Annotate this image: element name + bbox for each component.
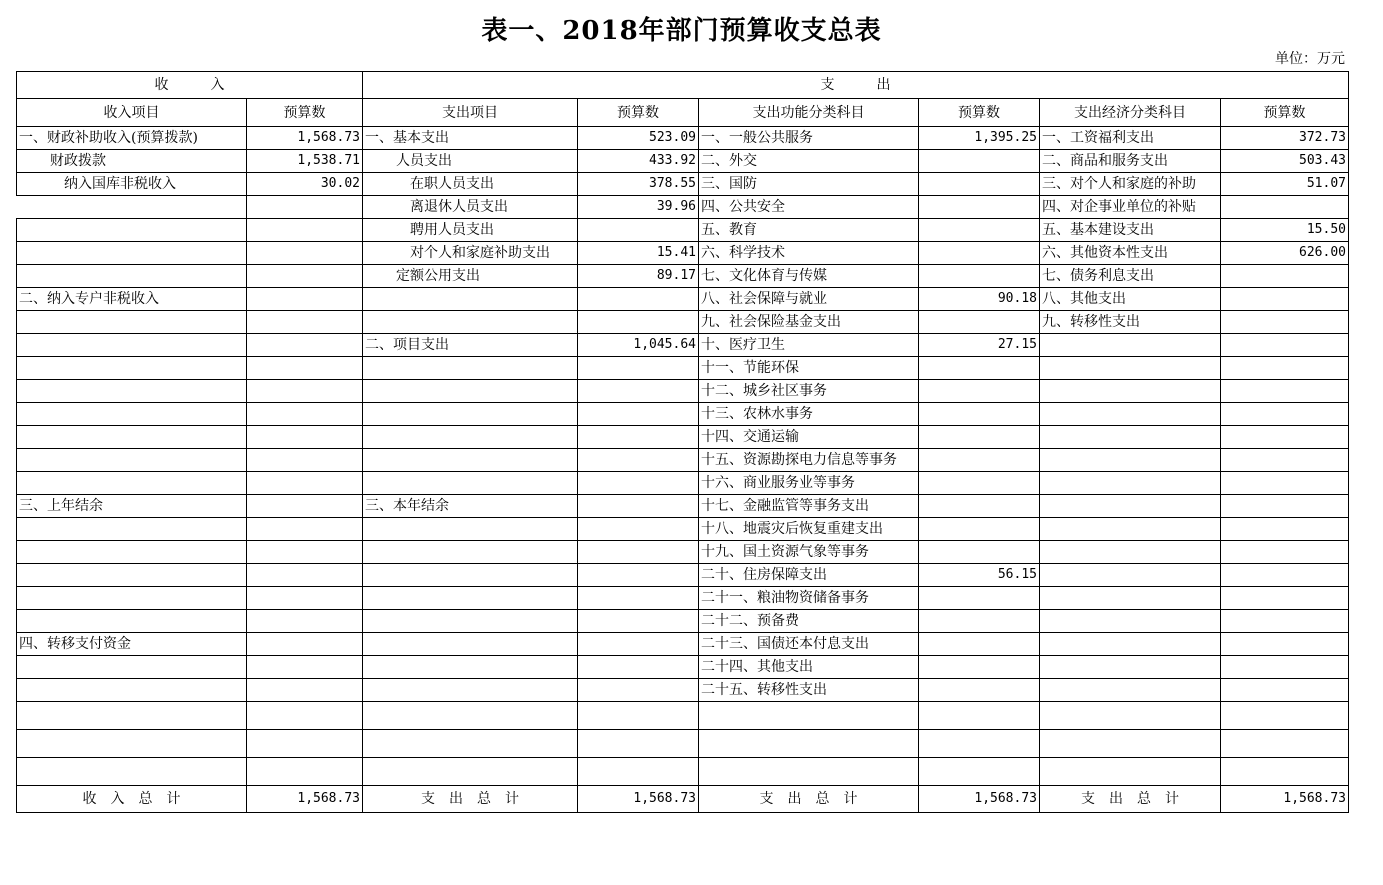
table-row [17,730,1349,758]
economic-amount [1221,449,1349,472]
expense-item [363,403,578,426]
expense-amount [578,633,699,656]
function-item: 六、科学技术 [699,242,919,265]
function-item [699,702,919,730]
function-item [699,758,919,786]
expense-item [363,758,578,786]
expense-item [363,656,578,679]
function-item: 二、外交 [699,150,919,173]
table-row [17,656,1349,679]
expense-amount [578,758,699,786]
table-row [17,219,1349,242]
function-item: 十二、城乡社区事务 [699,380,919,403]
table-row [17,587,1349,610]
expense-item: 二、项目支出 [363,334,578,357]
function-amount [919,758,1040,786]
income-amount [247,449,363,472]
function-item: 八、社会保障与就业 [699,288,919,311]
table-row [17,541,1349,564]
income-item [17,730,247,758]
income-amount [247,219,363,242]
income-amount [247,472,363,495]
income-amount [247,196,363,219]
function-item: 二十一、粮油物资储备事务 [699,587,919,610]
economic-item [1040,564,1221,587]
expense-amount: 39.96 [578,196,699,219]
function-amount [919,219,1040,242]
income-amount [247,334,363,357]
budget-table [16,71,1349,813]
economic-item [1040,656,1221,679]
header-row-2 [17,99,1349,127]
function-item: 四、公共安全 [699,196,919,219]
income-amount [247,587,363,610]
table-row [17,127,1349,150]
expense-amount: 433.92 [578,150,699,173]
economic-item [1040,758,1221,786]
table-row [17,196,1349,219]
expense-item [363,610,578,633]
table-row [17,564,1349,587]
function-item: 三、国防 [699,173,919,196]
function-item: 十八、地震灾后恢复重建支出 [699,518,919,541]
expense-amount: 1,045.64 [578,334,699,357]
expense-amount [578,449,699,472]
economic-item [1040,380,1221,403]
income-amount [247,288,363,311]
income-amount [247,242,363,265]
expense-item [363,518,578,541]
expense-amount [578,311,699,334]
table-row [17,449,1349,472]
expense-total-value: 1,568.73 [578,786,699,813]
economic-amount [1221,196,1349,219]
economic-item [1040,730,1221,758]
income-amount [247,633,363,656]
economic-item: 七、债务利息支出 [1040,265,1221,288]
function-amount [919,380,1040,403]
economic-item: 三、对个人和家庭的补助 [1040,173,1221,196]
function-amount [919,472,1040,495]
income-amount: 1,568.73 [247,127,363,150]
economic-item [1040,587,1221,610]
expense-amount [578,730,699,758]
economic-item: 八、其他支出 [1040,288,1221,311]
economic-amount [1221,403,1349,426]
economic-amount: 626.00 [1221,242,1349,265]
income-item: 一、财政补助收入(预算拨款) [17,127,247,150]
function-amount: 1,395.25 [919,127,1040,150]
expense-item [363,564,578,587]
col-header: 支出项目 [363,99,578,127]
economic-amount [1221,426,1349,449]
function-item: 十三、农林水事务 [699,403,919,426]
income-total-value: 1,568.73 [247,786,363,813]
economic-amount [1221,656,1349,679]
economic-amount [1221,679,1349,702]
function-amount: 56.15 [919,564,1040,587]
table-row [17,403,1349,426]
function-total-value: 1,568.73 [919,786,1040,813]
economic-amount [1221,265,1349,288]
expense-item [363,633,578,656]
income-item [17,564,247,587]
function-amount: 90.18 [919,288,1040,311]
expense-header: 支 出 [363,72,1349,99]
expense-item: 在职人员支出 [363,173,578,196]
function-item [699,730,919,758]
function-amount [919,518,1040,541]
economic-item [1040,518,1221,541]
totals-row [17,786,1349,813]
income-amount [247,564,363,587]
income-item [17,242,247,265]
expense-amount [578,656,699,679]
income-amount [247,758,363,786]
income-item [17,679,247,702]
table-row [17,242,1349,265]
function-amount [919,196,1040,219]
income-item: 三、上年结余 [17,495,247,518]
table-row [17,610,1349,633]
income-item [17,518,247,541]
economic-amount [1221,610,1349,633]
economic-item: 九、转移性支出 [1040,311,1221,334]
expense-item: 人员支出 [363,150,578,173]
economic-amount [1221,357,1349,380]
economic-amount [1221,587,1349,610]
table-row [17,518,1349,541]
income-amount: 30.02 [247,173,363,196]
income-item [17,587,247,610]
function-item: 十一、节能环保 [699,357,919,380]
economic-amount [1221,758,1349,786]
expense-item: 定额公用支出 [363,265,578,288]
function-item: 二十、住房保障支出 [699,564,919,587]
income-item [17,219,247,242]
table-row [17,472,1349,495]
economic-amount [1221,334,1349,357]
function-amount [919,265,1040,288]
income-amount [247,265,363,288]
economic-item [1040,679,1221,702]
function-amount [919,656,1040,679]
income-item [17,357,247,380]
expense-item [363,380,578,403]
economic-amount: 372.73 [1221,127,1349,150]
expense-item [363,472,578,495]
table-row [17,334,1349,357]
col-header: 预算数 [578,99,699,127]
expense-amount [578,403,699,426]
income-item [17,758,247,786]
col-header: 支出功能分类科目 [699,99,919,127]
income-item: 二、纳入专户非税收入 [17,288,247,311]
function-item: 二十五、转移性支出 [699,679,919,702]
income-amount [247,518,363,541]
table-row [17,758,1349,786]
function-amount [919,449,1040,472]
income-total-label: 收 入 总 计 [17,786,247,813]
expense-amount [578,380,699,403]
economic-item [1040,426,1221,449]
function-amount [919,587,1040,610]
function-item: 二十四、其他支出 [699,656,919,679]
function-item: 十四、交通运输 [699,426,919,449]
function-item: 十九、国土资源气象等事务 [699,541,919,564]
function-item: 十、医疗卫生 [699,334,919,357]
income-amount: 1,538.71 [247,150,363,173]
function-item: 五、教育 [699,219,919,242]
economic-amount [1221,518,1349,541]
function-item: 十六、商业服务业等事务 [699,472,919,495]
expense-total-label: 支 出 总 计 [363,786,578,813]
expense-item [363,288,578,311]
income-item [17,334,247,357]
col-header: 预算数 [247,99,363,127]
economic-amount [1221,633,1349,656]
expense-amount [578,564,699,587]
table-row [17,265,1349,288]
expense-item [363,679,578,702]
income-amount [247,541,363,564]
economic-total-value: 1,568.73 [1221,786,1349,813]
income-amount [247,380,363,403]
economic-amount [1221,380,1349,403]
table-row [17,679,1349,702]
economic-item [1040,633,1221,656]
income-amount [247,679,363,702]
function-amount [919,679,1040,702]
economic-item: 一、工资福利支出 [1040,127,1221,150]
economic-item: 四、对企事业单位的补贴 [1040,196,1221,219]
expense-amount: 15.41 [578,242,699,265]
expense-item: 对个人和家庭补助支出 [363,242,578,265]
economic-item [1040,610,1221,633]
expense-amount: 378.55 [578,173,699,196]
table-row [17,288,1349,311]
income-item [17,265,247,288]
col-header: 预算数 [919,99,1040,127]
table-row [17,702,1349,730]
table-body [17,127,1349,786]
income-item [17,426,247,449]
expense-amount [578,472,699,495]
page-title: 表一、2018年部门预算收支总表 [481,16,882,46]
function-amount [919,357,1040,380]
function-amount [919,403,1040,426]
income-item: 纳入国库非税收入 [17,173,247,196]
expense-amount [578,426,699,449]
income-amount [247,610,363,633]
income-item: 四、转移支付资金 [17,633,247,656]
economic-amount [1221,541,1349,564]
expense-amount [578,288,699,311]
income-item [17,403,247,426]
economic-item: 五、基本建设支出 [1040,219,1221,242]
economic-item [1040,357,1221,380]
table-row [17,633,1349,656]
function-amount [919,495,1040,518]
header-row-1 [17,72,1349,99]
function-amount [919,150,1040,173]
col-header: 预算数 [1221,99,1349,127]
function-item: 二十三、国债还本付息支出 [699,633,919,656]
function-amount [919,426,1040,449]
income-amount [247,426,363,449]
income-item: 财政拨款 [17,150,247,173]
income-item [17,311,247,334]
function-item: 十五、资源勘探电力信息等事务 [699,449,919,472]
table-row [17,357,1349,380]
table-row [17,495,1349,518]
income-item [17,702,247,730]
economic-item [1040,403,1221,426]
expense-amount [578,357,699,380]
function-amount [919,702,1040,730]
expense-item: 离退休人员支出 [363,196,578,219]
expense-amount: 523.09 [578,127,699,150]
function-item: 九、社会保险基金支出 [699,311,919,334]
expense-amount: 89.17 [578,265,699,288]
economic-total-label: 支 出 总 计 [1040,786,1221,813]
table-row [17,380,1349,403]
function-item: 七、文化体育与传媒 [699,265,919,288]
expense-item [363,426,578,449]
income-header: 收 入 [17,72,363,99]
function-amount [919,730,1040,758]
economic-item [1040,449,1221,472]
economic-amount: 51.07 [1221,173,1349,196]
expense-amount [578,518,699,541]
table-row [17,311,1349,334]
economic-amount [1221,730,1349,758]
economic-item [1040,334,1221,357]
economic-item [1040,472,1221,495]
economic-amount [1221,495,1349,518]
expense-item: 一、基本支出 [363,127,578,150]
expense-amount [578,610,699,633]
function-item: 二十二、预备费 [699,610,919,633]
expense-item [363,702,578,730]
economic-amount [1221,702,1349,730]
income-amount [247,495,363,518]
economic-amount: 15.50 [1221,219,1349,242]
function-amount [919,541,1040,564]
economic-item [1040,702,1221,730]
economic-item [1040,541,1221,564]
expense-amount [578,541,699,564]
economic-amount [1221,564,1349,587]
expense-item: 聘用人员支出 [363,219,578,242]
expense-item: 三、本年结余 [363,495,578,518]
economic-amount [1221,472,1349,495]
income-amount [247,730,363,758]
income-item [17,380,247,403]
function-amount [919,311,1040,334]
expense-amount [578,219,699,242]
function-total-label: 支 出 总 计 [699,786,919,813]
economic-item [1040,495,1221,518]
income-item [17,656,247,679]
table-row [17,150,1349,173]
expense-item [363,357,578,380]
table-row [17,173,1349,196]
expense-amount [578,587,699,610]
economic-amount [1221,288,1349,311]
table-row [17,426,1349,449]
economic-item: 六、其他资本性支出 [1040,242,1221,265]
economic-item: 二、商品和服务支出 [1040,150,1221,173]
income-item [17,610,247,633]
income-item [17,196,247,219]
expense-item [363,541,578,564]
function-amount: 27.15 [919,334,1040,357]
col-header: 支出经济分类科目 [1040,99,1221,127]
income-amount [247,702,363,730]
function-item: 十七、金融监管等事务支出 [699,495,919,518]
function-amount [919,173,1040,196]
expense-item [363,449,578,472]
function-amount [919,633,1040,656]
economic-amount: 503.43 [1221,150,1349,173]
income-amount [247,656,363,679]
function-item: 一、一般公共服务 [699,127,919,150]
function-amount [919,242,1040,265]
income-item [17,541,247,564]
income-item [17,449,247,472]
expense-item [363,730,578,758]
income-amount [247,311,363,334]
income-amount [247,403,363,426]
unit-label: 单位：万元 [1275,51,1345,67]
expense-amount [578,702,699,730]
expense-item [363,587,578,610]
expense-item [363,311,578,334]
expense-amount [578,495,699,518]
expense-amount [578,679,699,702]
function-amount [919,610,1040,633]
income-item [17,472,247,495]
income-amount [247,357,363,380]
col-header: 收入项目 [17,99,247,127]
economic-amount [1221,311,1349,334]
